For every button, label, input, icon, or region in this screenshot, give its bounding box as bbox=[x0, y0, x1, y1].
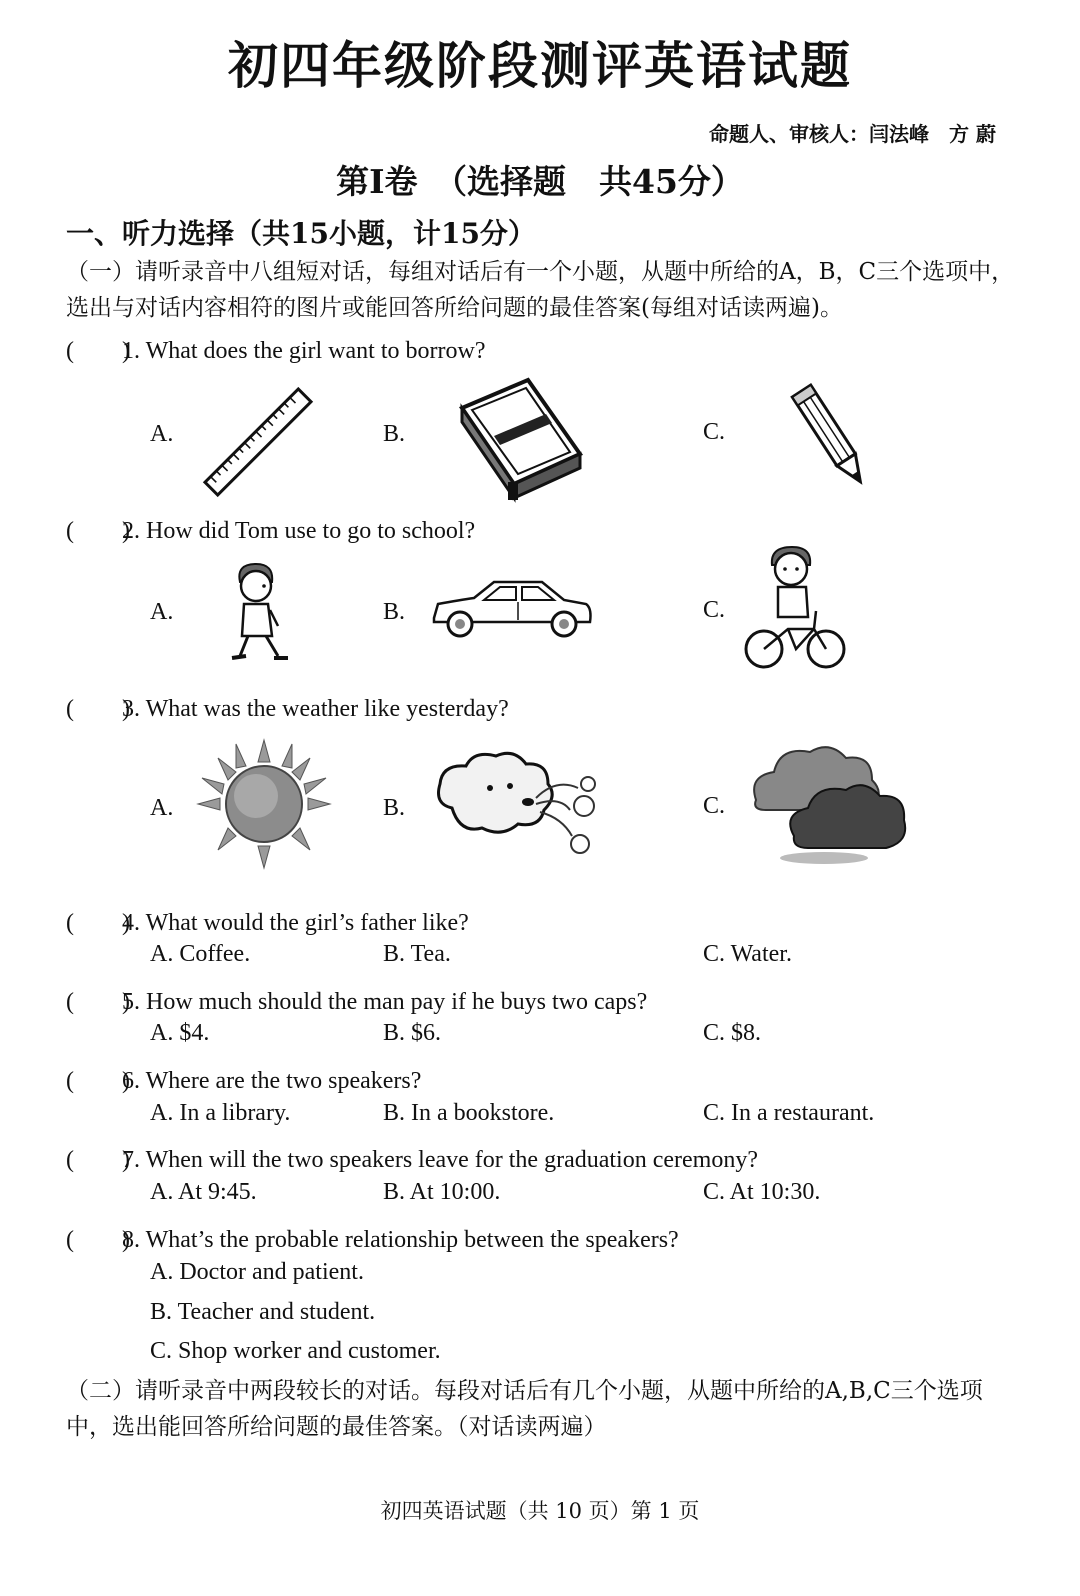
question-8 bbox=[66, 1219, 679, 1254]
option-c[interactable]: C. Water. bbox=[703, 941, 792, 967]
option-b[interactable]: B. Teacher and student. bbox=[150, 1299, 376, 1325]
bicycle-boy-icon[interactable] bbox=[744, 545, 846, 673]
option-a[interactable]: A. Coffee. bbox=[150, 941, 251, 967]
option-c[interactable]: C. Shop worker and customer. bbox=[150, 1338, 441, 1364]
option-b[interactable]: B. In a bookstore. bbox=[383, 1100, 555, 1126]
section-heading: 一、听力选择（共15小题，计15分） bbox=[66, 217, 536, 250]
question-4 bbox=[66, 902, 469, 937]
answer-blank[interactable]: ( ) bbox=[66, 1227, 130, 1253]
option-a[interactable]: A. Doctor and patient. bbox=[150, 1259, 364, 1285]
option-c-label[interactable]: C. bbox=[703, 793, 726, 819]
question-2 bbox=[66, 510, 475, 545]
option-c[interactable]: C. At 10:30. bbox=[703, 1179, 821, 1205]
ruler-icon[interactable] bbox=[210, 392, 306, 492]
option-b[interactable]: B. $6. bbox=[383, 1020, 442, 1046]
option-a[interactable]: A. $4. bbox=[150, 1020, 210, 1046]
question-1 bbox=[66, 330, 485, 365]
question-text: 4. What would the girl’s father like? bbox=[122, 910, 469, 936]
option-a-label[interactable]: A. bbox=[150, 795, 174, 821]
option-c[interactable]: C. In a restaurant. bbox=[703, 1100, 875, 1126]
exam-title: 初四年级阶段测评英语试题 bbox=[228, 36, 852, 95]
question-text: 5. How much should the man pay if he buys two caps? bbox=[122, 989, 648, 1015]
wind-icon[interactable] bbox=[432, 748, 604, 860]
option-c[interactable]: C. $8. bbox=[703, 1020, 762, 1046]
option-c-label[interactable]: C. bbox=[703, 597, 726, 623]
option-b[interactable]: B. Tea. bbox=[383, 941, 451, 967]
option-c-label[interactable]: C. bbox=[703, 419, 726, 445]
book-icon[interactable] bbox=[458, 378, 584, 500]
answer-blank[interactable]: ( ) bbox=[66, 338, 130, 364]
page-footer: 初四英语试题（共 10 页）第 1 页 bbox=[380, 1499, 700, 1523]
question-text: 2. How did Tom use to go to school? bbox=[122, 518, 476, 544]
walking-boy-icon[interactable] bbox=[226, 560, 290, 666]
answer-blank[interactable]: ( ) bbox=[66, 1068, 130, 1094]
question-text: 6. Where are the two speakers? bbox=[122, 1068, 422, 1094]
option-a[interactable]: A. At 9:45. bbox=[150, 1179, 257, 1205]
option-b-label[interactable]: B. bbox=[383, 421, 406, 447]
option-b-label[interactable]: B. bbox=[383, 599, 406, 625]
question-5 bbox=[66, 981, 647, 1016]
question-6 bbox=[66, 1060, 421, 1095]
part1-instructions: （一）请听录音中八组短对话，每组对话后有一个小题，从题中所给的A，B，C三个选项中，选出与对话内容相符的图片或能回答所给问题的最佳答案(每组对话读两遍)。 bbox=[66, 259, 1015, 321]
option-a-label[interactable]: A. bbox=[150, 421, 174, 447]
car-icon[interactable] bbox=[430, 578, 594, 642]
question-text: 3. What was the weather like yesterday? bbox=[122, 696, 509, 722]
pencil-icon[interactable] bbox=[790, 383, 874, 493]
answer-blank[interactable]: ( ) bbox=[66, 1147, 130, 1173]
part2-instructions: （二）请听录音中两段较长的对话。每段对话后有几个小题，从题中所给的A,B,C三个选项中，选出能回答所给问题的最佳答案。（对话读两遍） bbox=[66, 1378, 983, 1440]
option-a-label[interactable]: A. bbox=[150, 599, 174, 625]
option-b[interactable]: B. At 10:00. bbox=[383, 1179, 501, 1205]
sun-icon[interactable] bbox=[198, 740, 330, 868]
option-a[interactable]: A. In a library. bbox=[150, 1100, 291, 1126]
question-text: 8. What’s the probable relationship between the speakers? bbox=[122, 1227, 679, 1253]
answer-blank[interactable]: ( ) bbox=[66, 989, 130, 1015]
authors-line: 命题人、审核人：闫法峰 方 蔚 bbox=[709, 122, 996, 146]
question-text: 7. When will the two speakers leave for the graduation ceremony? bbox=[122, 1147, 758, 1173]
option-b-label[interactable]: B. bbox=[383, 795, 406, 821]
cloud-icon[interactable] bbox=[748, 740, 908, 868]
answer-blank[interactable]: ( ) bbox=[66, 910, 130, 936]
volume-heading: 第Ⅰ卷 （选择题 共45分） bbox=[336, 162, 744, 201]
question-7 bbox=[66, 1139, 758, 1174]
question-3 bbox=[66, 688, 509, 723]
answer-blank[interactable]: ( ) bbox=[66, 696, 130, 722]
answer-blank[interactable]: ( ) bbox=[66, 518, 130, 544]
question-text: 1. What does the girl want to borrow? bbox=[122, 338, 486, 364]
